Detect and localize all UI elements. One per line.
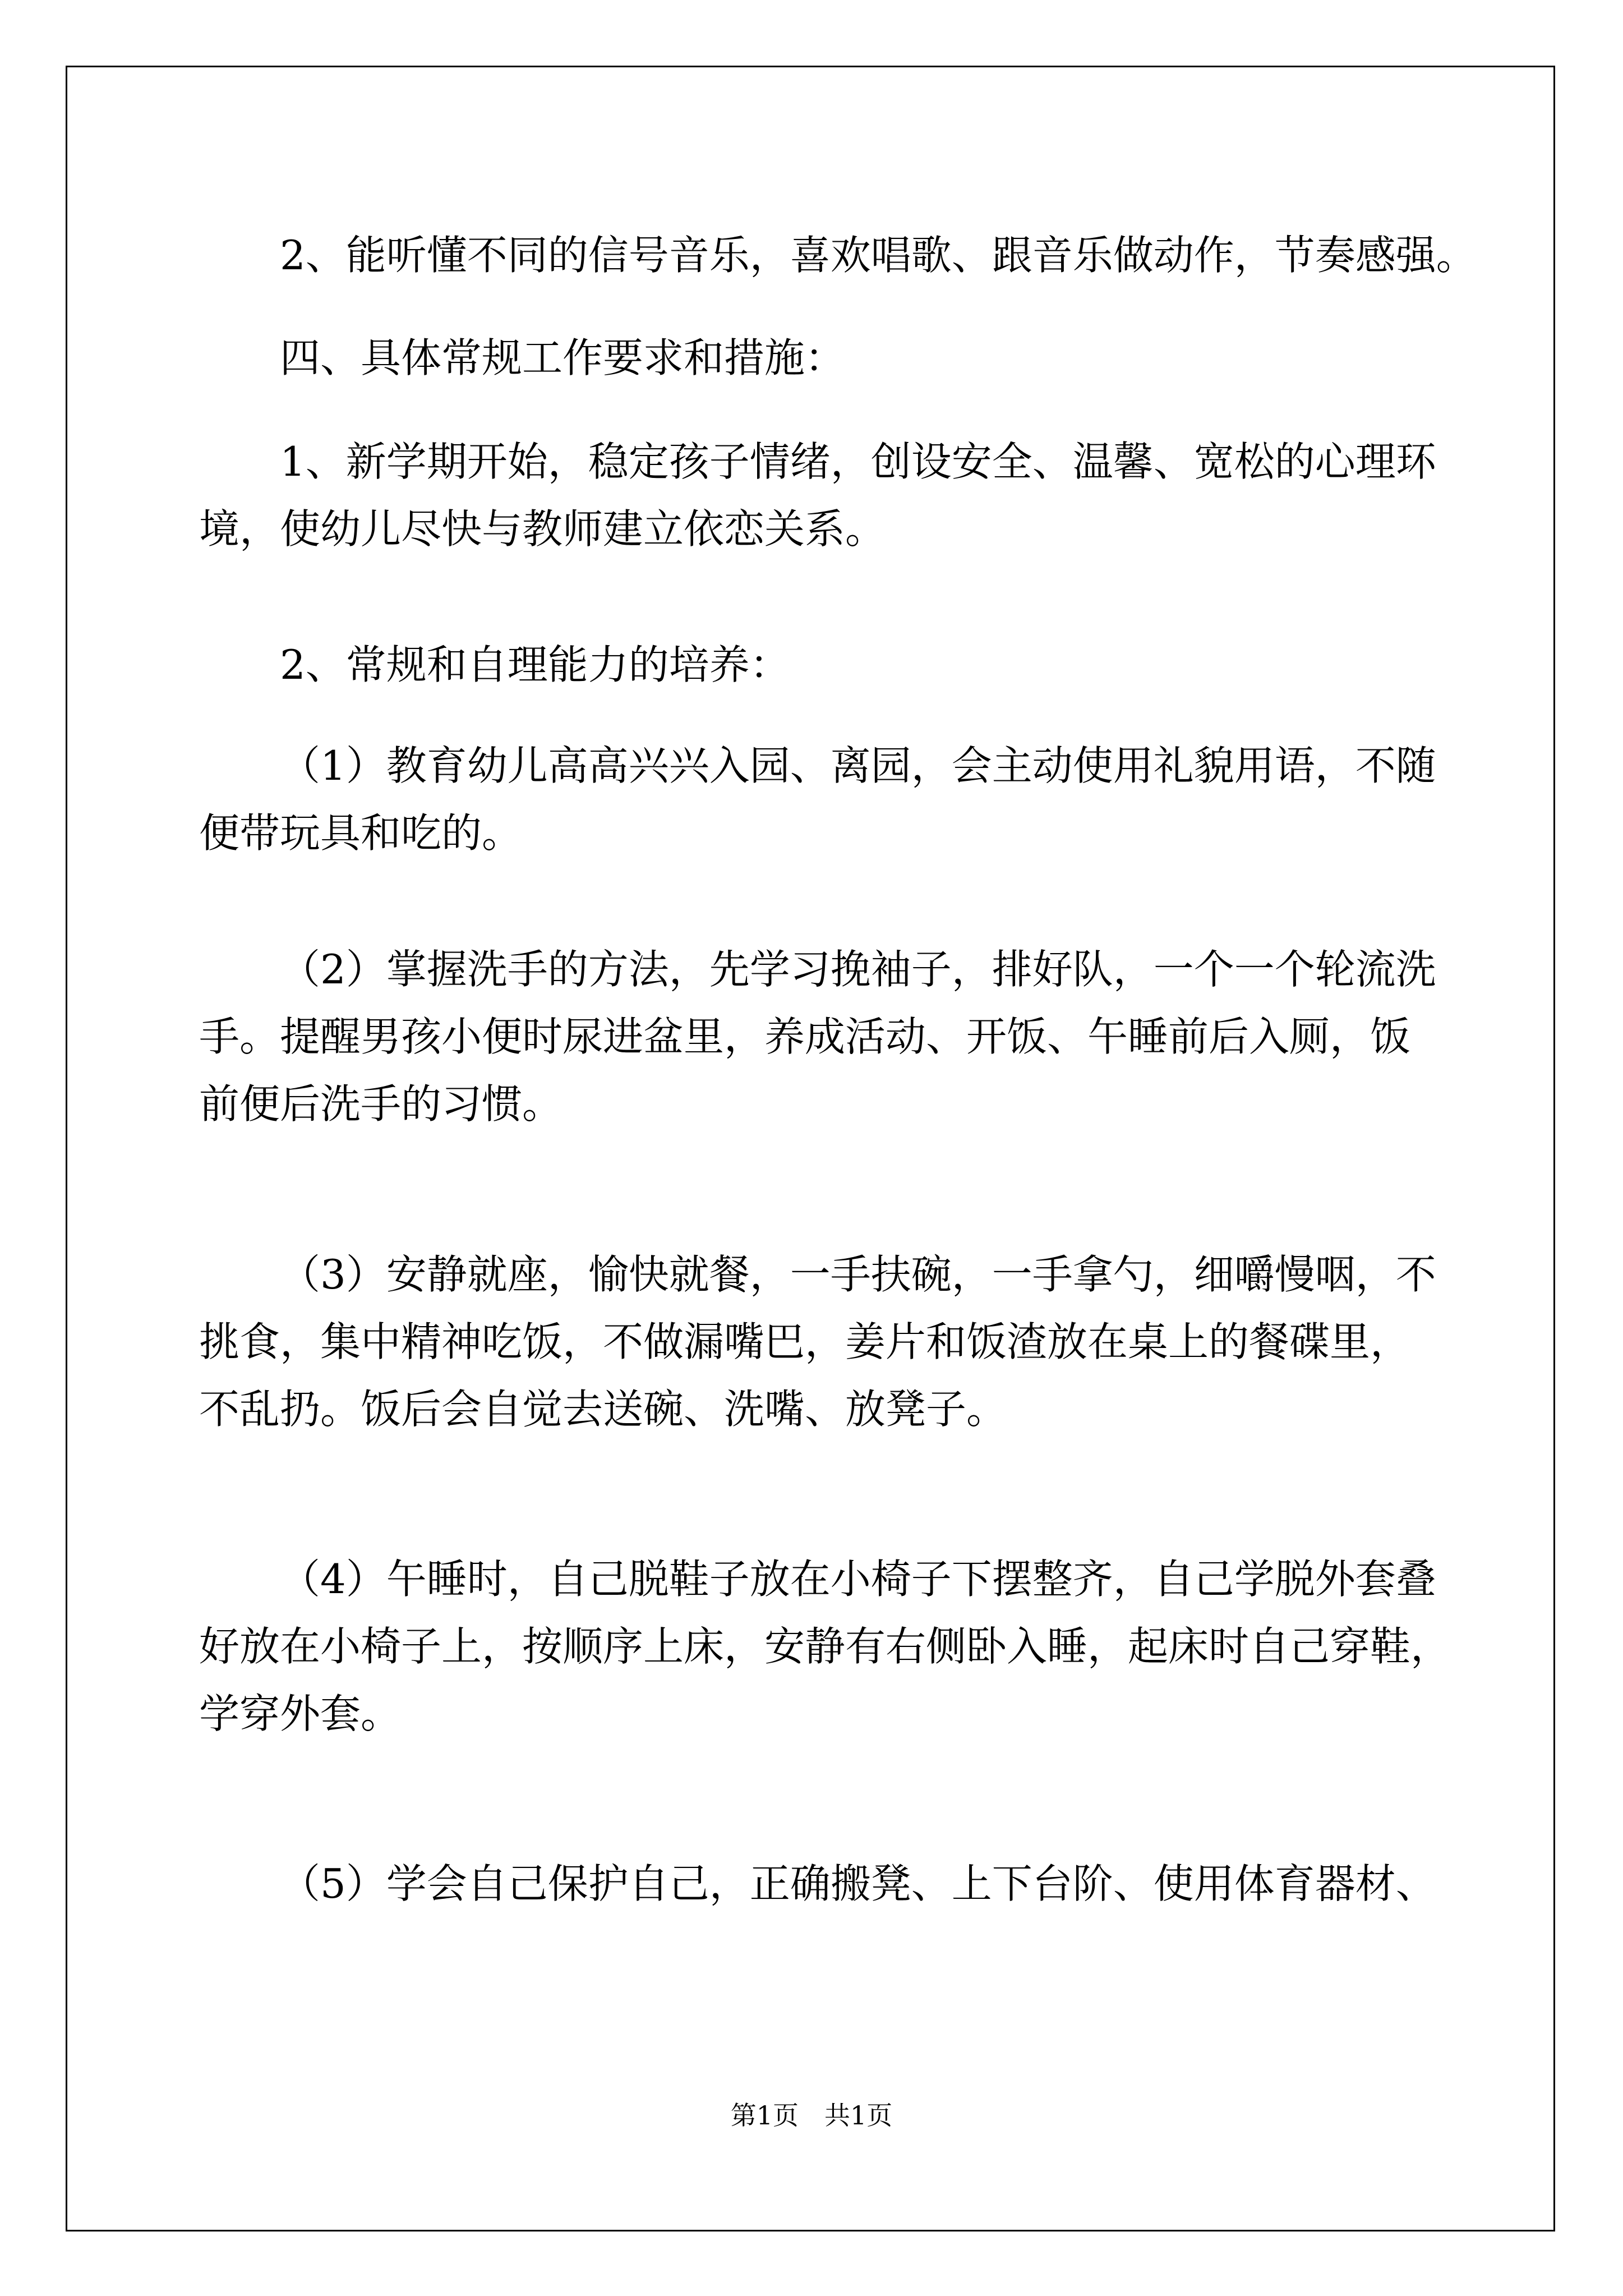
paragraph-3: [199, 428, 1467, 563]
text-line: 便带玩具和吃的。: [199, 809, 523, 857]
paragraph-9: [199, 1850, 1467, 1917]
paragraph-8: [199, 1545, 1467, 1747]
page-number-total: 共1页: [824, 2100, 893, 2131]
text-line: 1、新学期开始，稳定孩子情绪，创设安全、温馨、宽松的心理环: [280, 438, 1436, 485]
text-line: 不乱扔。饭后会自觉去送碗、洗嘴、放凳子。: [199, 1386, 1007, 1433]
page-footer: [0, 2095, 1623, 2132]
text-line: 2、常规和自理能力的培养：: [280, 641, 790, 688]
text-line: （5）学会自己保护自己，正确搬凳、上下台阶、使用体育器材、: [280, 1860, 1436, 1907]
paragraph-7: [199, 1241, 1467, 1443]
paragraph-4: [199, 631, 1467, 698]
text-line: 手。提醒男孩小便时尿进盆里，养成活动、开饭、午睡前后入厕，饭: [199, 1013, 1411, 1060]
paragraph-2-heading: [199, 324, 1467, 392]
paragraph-5: [199, 732, 1467, 867]
text-line: 好放在小椅子上，按顺序上床，安静有右侧卧入睡，起床时自己穿鞋，: [199, 1623, 1451, 1670]
section-heading: 四、具体常规工作要求和措施：: [280, 334, 846, 381]
text-line: （3）安静就座，愉快就餐，一手扶碗，一手拿勺，细嚼慢咽，不: [280, 1251, 1436, 1298]
text-line: （4）午睡时，自己脱鞋子放在小椅子下摆整齐，自己学脱外套叠: [280, 1556, 1436, 1603]
paragraph-6: [199, 936, 1467, 1138]
page-number-current: 第1页: [730, 2100, 799, 2131]
text-line: 境，使幼儿尽快与教师建立依恋关系。: [199, 505, 886, 553]
text-line: 2、能听懂不同的信号音乐，喜欢唱歌、跟音乐做动作，节奏感强。: [280, 232, 1477, 279]
text-line: 学穿外套。: [199, 1690, 402, 1737]
text-line: 前便后洗手的习惯。: [199, 1080, 563, 1128]
text-line: 挑食，集中精神吃饭，不做漏嘴巴，姜片和饭渣放在桌上的餐碟里，: [199, 1318, 1411, 1365]
text-line: （2）掌握洗手的方法，先学习挽袖子，排好队，一个一个轮流洗: [280, 946, 1436, 993]
paragraph-1: [199, 222, 1477, 289]
text-line: （1）教育幼儿高高兴兴入园、离园，会主动使用礼貌用语，不随: [280, 742, 1436, 789]
